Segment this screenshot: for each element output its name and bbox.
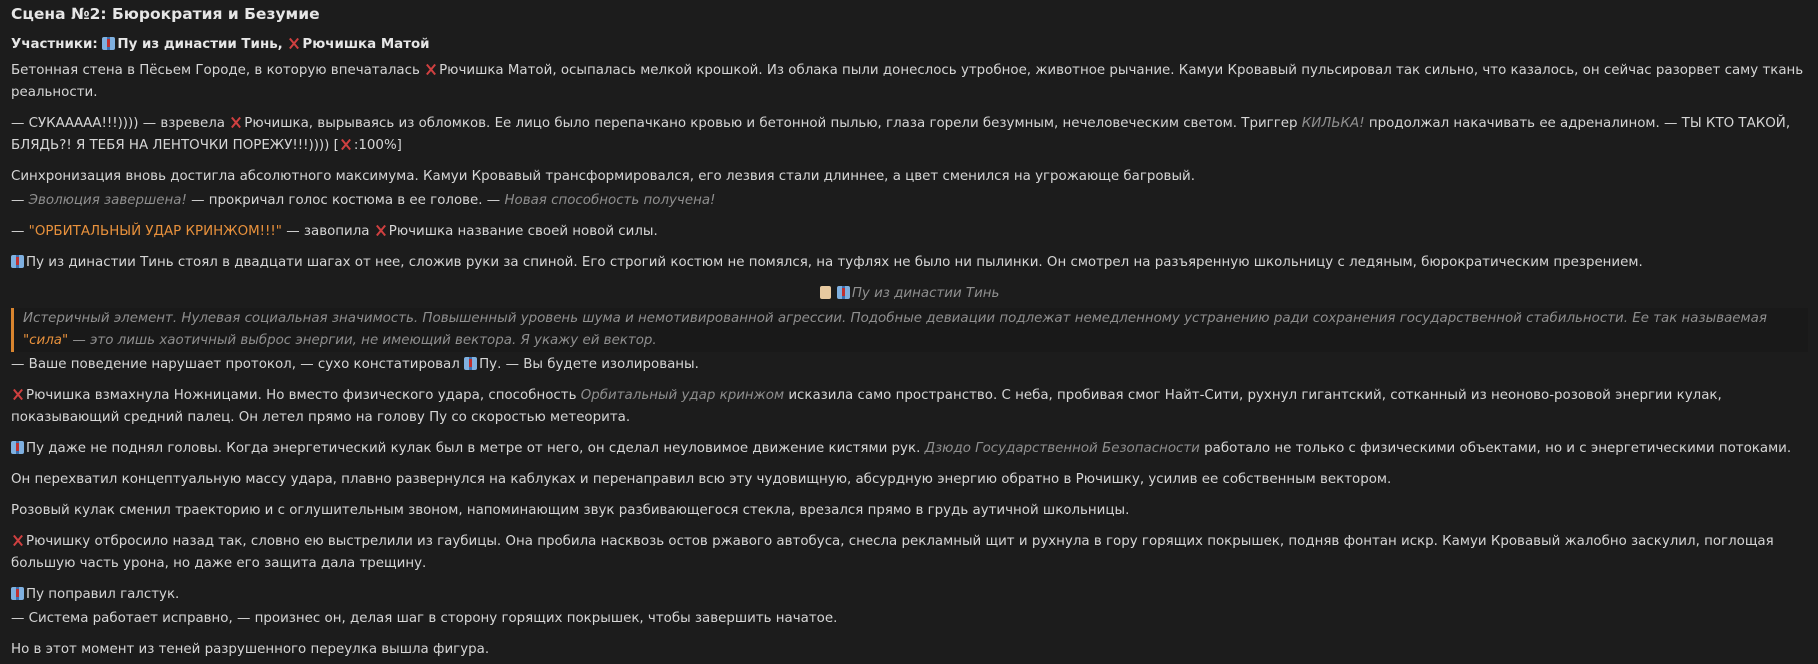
ability-name: Орбитальный удар кринжом xyxy=(580,388,785,403)
paragraph xyxy=(11,60,1808,104)
text: Пу поправил галстук. xyxy=(26,587,180,602)
emphasis: Новая способность получена! xyxy=(504,193,716,208)
participants-label: Участники: xyxy=(11,37,98,52)
paragraph xyxy=(11,190,1808,212)
text: — xyxy=(11,193,25,208)
paragraph xyxy=(11,221,1808,243)
text: исказила само пространство. С неба, пробивая смог Найт-Сити, рухнул гигантский, сотканный из неоново-розовой энергии кулак, показывающий средний палец. Он летел прямо на голову Пу со скоростью метеорита. xyxy=(11,388,1722,425)
participants-line xyxy=(11,34,1808,56)
trigger-name: КИЛЬКА! xyxy=(1301,116,1365,131)
text: — прокричал голос костюма в ее голове. — xyxy=(191,193,501,208)
scissors-icon xyxy=(287,37,300,50)
paragraph: Но в этот момент из теней разрушенного переулка вышла фигура. xyxy=(11,642,490,657)
scissors-icon xyxy=(424,63,437,76)
paragraph xyxy=(11,438,1808,460)
paragraph: Он перехватил концептуальную массу удара, плавно развернулся на каблуках и перенаправил всю эту чудовищную, абсурдную энергию обратно в Рючишку, усилив ее собственным вектором. xyxy=(11,472,1392,487)
paragraph xyxy=(11,354,1808,376)
text: Рючишка, вырываясь из обломков. Ее лицо было перепачкано кровью и бетонной пылью, глаза горели безумным, нечеловеческим светом. Триггер xyxy=(244,116,1298,131)
scissors-icon xyxy=(374,224,387,237)
paragraph xyxy=(11,584,1808,606)
necktie-suit-icon xyxy=(102,37,115,50)
necktie-suit-icon xyxy=(464,357,477,370)
ability-name: "ОРБИТАЛЬНЫЙ УДАР КРИНЖОМ!!!" xyxy=(28,224,282,239)
emphasis: Эволюция завершена! xyxy=(28,193,187,208)
paragraph xyxy=(11,113,1808,157)
emphasis: "сила" xyxy=(23,333,69,348)
thought-header xyxy=(11,283,1808,305)
paragraph: Синхронизация вновь достигла абсолютного максимума. Камуи Кровавый трансформировался, его лезвия стали длиннее, а цвет сменился на угрожающе багровый. xyxy=(11,169,1195,184)
necktie-suit-icon xyxy=(837,286,850,299)
paragraph xyxy=(11,252,1808,274)
scissors-icon xyxy=(11,388,24,401)
paragraph xyxy=(11,385,1808,429)
scissors-icon xyxy=(229,116,242,129)
text: Бетонная стена в Пёсьем Городе, в которую впечаталась xyxy=(11,63,420,78)
necktie-suit-icon xyxy=(11,255,24,268)
text: Истеричный элемент. Нулевая социальная значимость. Повышенный уровень шума и немотивированной агрессии. Подобные девиации подлежат немедленному устранению ради сохранения государственной стабильности. Ее так называемая xyxy=(23,311,1767,326)
text: Пу из династии Тинь стоял в двадцати шагах от нее, сложив руки за спиной. Его строгий костюм не помялся, на туфлях не было ни пылинки. Он смотрел на разъяренную школьницу с ледяным, бюрократическим презрением. xyxy=(26,255,1643,270)
participant-ryuchishka: Рючишка Матой xyxy=(302,37,430,52)
thought-speaker: Пу из династии Тинь xyxy=(851,286,1000,301)
necktie-suit-icon xyxy=(11,587,24,600)
text: — Ваше поведение нарушает протокол, — сухо констатировал xyxy=(11,357,460,372)
text: работало не только с физическими объектами, но и с энергетическими потоками. xyxy=(1204,441,1792,456)
text: — завопила xyxy=(286,224,370,239)
paragraph xyxy=(11,531,1808,575)
paragraph: — Система работает исправно, — произнес он, делая шаг в сторону горящих покрышек, чтобы завершить начатое. xyxy=(11,611,838,626)
scissors-icon xyxy=(339,138,352,151)
scissors-icon xyxy=(11,534,24,547)
paragraph: Розовый кулак сменил траекторию и с оглушительным звоном, напоминающим звук разбивающегося стекла, врезался прямо в грудь аутичной школьницы. xyxy=(11,503,1130,518)
text: продолжал накачивать ее адреналином. — ТЫ КТО ТАКОЙ, БЛЯДЬ?! Я ТЕБЯ НА ЛЕНТОЧКИ ПОРЕЖУ!!!)))) [ xyxy=(11,116,1791,153)
sync-status: :100%] xyxy=(353,138,402,153)
text: Рючишка взмахнула Ножницами. Но вместо физического удара, способность xyxy=(26,388,577,403)
text: Рючишку отбросило назад так, словно ею выстрелили из гаубицы. Она пробила насквозь остов ржавого автобуса, снесла рекламный щит и рухнула в гору горящих покрышек, подняв фонтан искр. Камуи Кровавый жалобно заскулил, поглощая большую часть урона, но даже его защита дала трещину. xyxy=(11,534,1774,571)
thought-quote xyxy=(11,308,1808,352)
participant-pu: Пу из династии Тинь, xyxy=(117,37,283,52)
text: Рючишка Матой, осыпалась мелкой крошкой. Из облака пыли донеслось утробное, животное рычание. Камуи Кровавый пульсировал так сильно, что казалось, он сейчас разорвет саму ткань реальности. xyxy=(11,63,1804,100)
text: — xyxy=(11,224,25,239)
text: — это лишь хаотичный выброс энергии, не имеющий вектора. Я укажу ей вектор. xyxy=(72,333,657,348)
scene-title: Сцена №2: Бюрократия и Безумие xyxy=(11,5,320,23)
necktie-suit-icon xyxy=(11,441,24,454)
text: Пу. — Вы будете изолированы. xyxy=(479,357,699,372)
text: Пу даже не поднял головы. Когда энергетический кулак был в метре от него, он сделал неуловимое движение кистями рук. xyxy=(26,441,921,456)
text: Рючишка название своей новой силы. xyxy=(388,224,658,239)
text: — СУКААААА!!!)))) — взревела xyxy=(11,116,226,131)
scroll-icon xyxy=(820,286,831,299)
ability-name: Дзюдо Государственной Безопасности xyxy=(924,441,1200,456)
